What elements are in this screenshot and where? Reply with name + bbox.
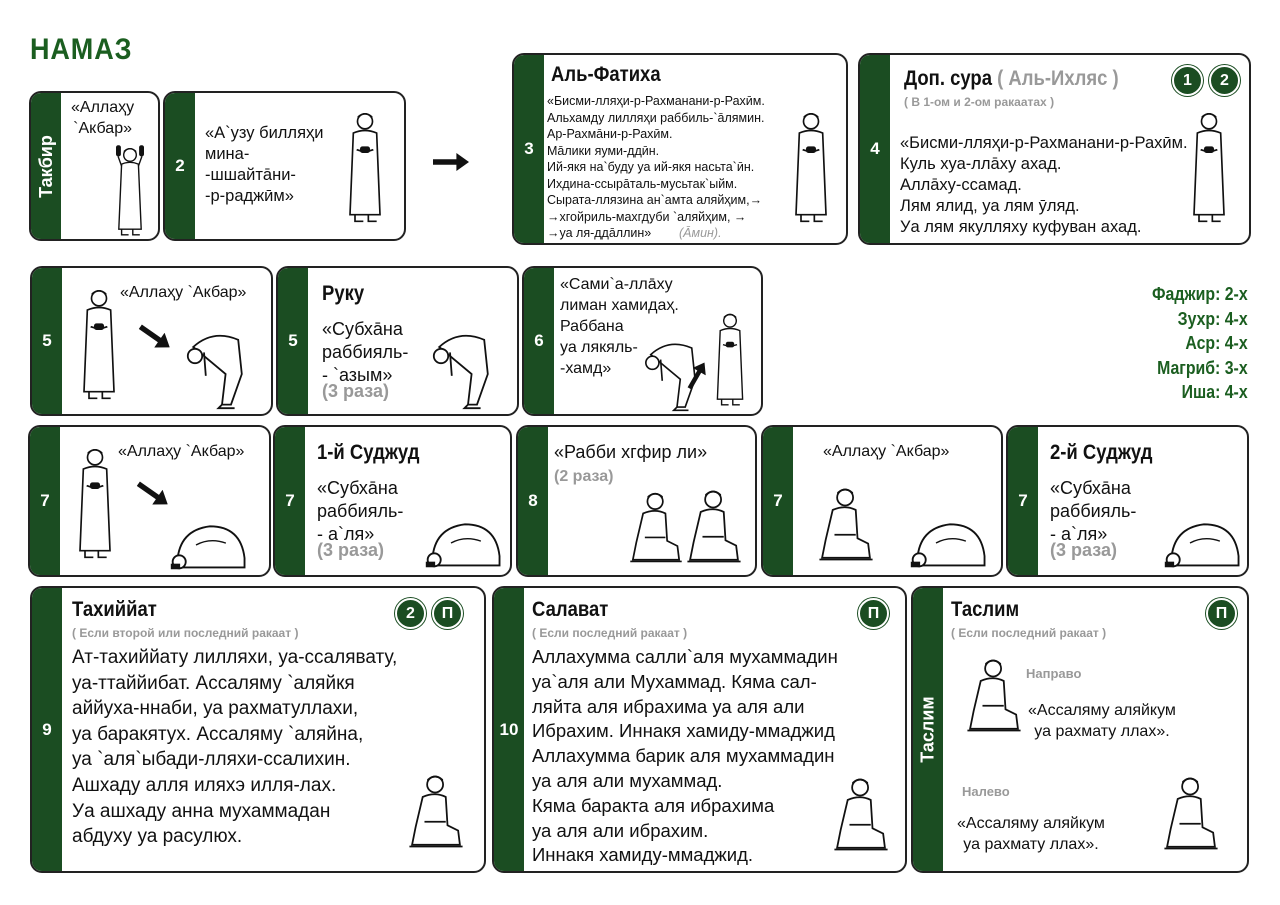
card-strip [913,588,943,871]
strip-number: 4 [870,139,880,158]
card-strip [518,427,548,575]
card-text: «А`узу билляҳи мина- -шшайтāни- -р-раджӣм» [205,124,324,205]
figure-prostrating-icon [168,517,252,573]
card-sujud-2 [1006,425,1249,577]
badge-rakat-1: 1 [1172,65,1203,96]
card-text: «Аллаҳу `Акбар» [120,284,247,301]
prayer-schedule [1139,282,1248,405]
card-strip [30,427,60,575]
figure-standing-icon [709,308,751,412]
strip-number: 7 [1018,491,1028,510]
badge-last: П [432,598,463,629]
card-strip [1008,427,1038,575]
figure-bowing-icon [428,320,508,410]
figure-prostrating-icon [423,515,507,571]
right-text: «Ассаляму аляйкум уа рахмату ллах». [1028,702,1176,740]
figure-standing-icon [340,103,390,233]
card-text: «Субхāна раббияль- - `азым» [322,319,409,385]
card-step-8 [516,425,757,577]
card-text: «Аллаҳу `Акбар» [118,443,245,460]
figure-standing-icon [70,435,120,573]
badge-rakat-2: 2 [395,598,426,629]
card-text: Ат-тахиййату лилляхи, уа-ссалявату, уа-ттаййибат. Ассаляму `аляйкя аййуха-ннаби, уа рахматуллахи, уа баракятух. Ассаляму `аляйна, уа `аля`ыбади-лляхи-ссалихин. Ашхаду алля иляхэ илля-лах. Уа ашхаду анна мухаммадан абдуху уа расулюх. [72,647,398,848]
amin-text: (Āмин). [679,226,722,240]
card-step-5a [30,266,273,416]
card-heading: Аль-Фатиха [551,63,661,86]
card-heading: Таслим [951,598,1020,621]
strip-number: 3 [524,139,534,158]
badge-last: П [858,598,889,629]
figure-sitting-left-icon [1160,772,1222,856]
figure-sitting-right-icon [963,654,1025,738]
badge-rakat-2: 2 [1209,65,1240,96]
strip-number: 10 [499,719,519,739]
right-label: Направо [1026,666,1082,681]
schedule-dhuhr: Зухр: 4-х [1178,308,1248,329]
card-step-2 [163,91,406,241]
schedule-fajr: Фаджир: 2-х [1152,284,1248,304]
figure-standing-icon [786,103,836,233]
strip-number: 7 [285,491,295,510]
card-text: «Аллаҳу `Акбар» [823,443,950,460]
left-label: Налево [962,784,1010,799]
card-text: «Сами`а-ллāху лиман хамидаҳ. Раббана уа лякяль- -хамд» [560,276,679,377]
figure-bowing-icon [182,320,262,410]
figure-sitting-icon [683,485,745,569]
heading-gray: ( Аль-Ихляс ) [997,67,1119,90]
card-strip [763,427,793,575]
figure-sitting-icon [830,773,892,857]
card-taslim [911,586,1249,873]
card-takbir [29,91,160,241]
strip-number: 8 [528,491,538,510]
strip-number: 2 [175,156,185,175]
arrow-right-icon [433,153,469,171]
figure-sitting-icon [815,483,877,567]
card-heading: Тахиййат [72,598,157,621]
strip-label: Таслим [917,696,938,763]
strip-number: 6 [534,331,544,350]
heading-main: Доп. сура [904,67,992,90]
card-subtitle: ( Если второй или последний ракаат ) [72,626,299,640]
schedule-isha: Иша: 4-х [1182,382,1248,402]
badge-last: П [1206,598,1237,629]
figure-standing-icon [1184,103,1234,233]
card-heading: Руку [322,282,365,305]
card-text: «Рабби хгфир ли» [554,442,708,462]
card-step-7c [761,425,1003,577]
card-strip [860,55,890,243]
figure-prostrating-icon [1162,515,1246,571]
strip-number: 5 [288,331,298,350]
card-heading: 1-й Суджуд [317,441,420,464]
card-strip [32,588,62,871]
card-sujud-1 [273,425,512,577]
card-heading: 2-й Суджуд [1050,441,1153,464]
page-title: НАМАЗ [30,33,133,66]
card-salawat [492,586,907,873]
card-step-7a [28,425,271,577]
card-ruku [276,266,519,416]
schedule-asr: Аср: 4-х [1185,333,1248,353]
card-fatiha [512,53,848,245]
strip-number: 7 [40,491,50,510]
card-text: «Бисми-лляҳи-р-Рахманани-р-Рахӣм. Куль хуа-ллāху ахад. Аллāху-ссамад. Лям ялид, уа лям ӯляд. Уа лям якулляху куфуван ахад. [900,134,1188,236]
figure-sitting-icon [626,487,686,569]
card-text: «Субхāна раббияль- - а`ля» [1050,478,1137,544]
card-step-6 [522,266,763,416]
strip-number: 5 [42,331,52,350]
card-subtitle: ( Если последний ракаат ) [532,626,688,640]
figure-hands-raised-icon [109,141,151,239]
card-strip [165,93,195,239]
card-strip [32,268,62,414]
card-strip [494,588,524,871]
card-heading [904,67,1119,91]
times-text: (3 раза) [322,381,389,401]
card-strip [514,55,544,243]
figure-prostrating-icon [908,515,992,571]
figure-standing-icon [74,276,124,414]
card-text: «Бисми-лляҳи-р-Рахманани-р-Рахӣм. Альхамду лилляҳи раббиль-`āлямин. Ар-Рахмāни-р-Рахӣм. Мāлики яуми-ддӣн. Ий-якя на`буду уа ий-якя насьта`ӣн. Ихдина-ссырāталь-мусьтак`ыйм. Сырата-ллязина ан`амта аляйҳим,→ →хгойриль-махгдуби `аляйҳим, → →уа ля-ддāллин» [547,94,765,240]
times-text: (3 раза) [1050,540,1117,560]
card-text: «Аллаҳу `Акбар» [71,99,135,137]
times-text: (3 раза) [317,540,384,560]
card-text: Аллахумма салли`аля мухаммадин уа`аля али Мухаммад. Кяма сал- ляйта аля ибрахима уа аля али Ибрахим. Иннакя хамиду-ммаджид Аллахумма барик аля мухаммадин уа аля али мухаммад. Кяма баракта аля ибрахима уа аля али ибрахим. Иннакя хамиду-ммаджид. [532,646,838,866]
card-subtitle: ( Если последний ракаат ) [951,626,1107,640]
schedule-maghrib: Магриб: 3-х [1157,357,1248,378]
card-text: «Субхāна раббияль- - а`ля» [317,478,404,544]
card-heading: Салават [532,598,609,621]
arrow-down-right-icon [133,476,173,511]
strip-number: 9 [42,719,52,739]
strip-label: Такбир [35,134,56,198]
card-extra-surah [858,53,1251,245]
strip-number: 7 [773,491,783,510]
left-text: «Ассаляму аляйкум уа рахмату ллах». [957,815,1105,853]
card-tahiyyat [30,586,486,873]
card-strip [524,268,554,414]
times-text: (2 раза) [554,468,614,485]
arrow-down-right-icon [135,319,175,354]
card-strip [275,427,305,575]
card-strip [31,93,61,239]
card-subtitle: ( В 1-ом и 2-ом ракаатах ) [904,95,1055,109]
card-strip [278,268,308,414]
figure-sitting-icon [405,770,467,854]
